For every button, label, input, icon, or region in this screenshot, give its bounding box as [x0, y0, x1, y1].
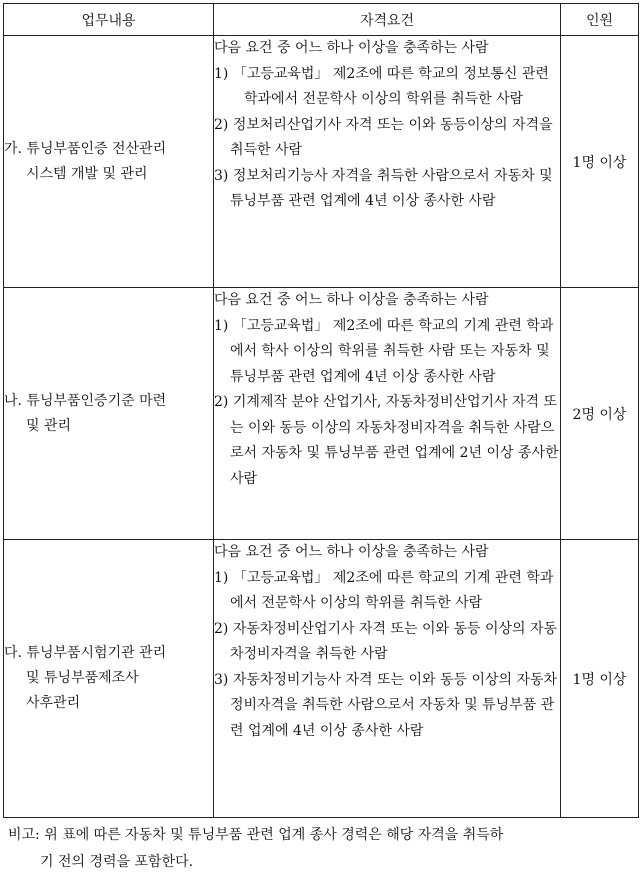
header-requirements: 자격요건	[214, 4, 561, 36]
task-title-continued: 및 관리	[26, 417, 72, 434]
header-count: 인원	[561, 4, 639, 36]
task-title-continued: 사후관리	[26, 695, 81, 711]
headcount-cell: 1명 이상	[561, 36, 639, 288]
requirement-item: 1) 「고등교육법」 제2조에 따른 학교의 기계 관련 학과에서 전문학사 이상의 학위를 취득한 사람	[214, 569, 554, 611]
requirements-intro: 다음 요건 중 어느 하나 이상을 충족하는 사람	[214, 40, 489, 56]
requirements-cell	[214, 540, 561, 818]
requirement-item: 3) 자동차정비기능사 자격 또는 이와 동등 이상의 자동차정비자격을 취득한 사람으로서 자동차 및 튜닝부품 관련 업계에 4년 이상 종사한 사람	[214, 671, 558, 739]
requirements-cell	[214, 288, 561, 540]
table-row	[4, 36, 639, 288]
task-cell	[4, 540, 214, 818]
requirement-item: 3) 정보처리기능사 자격을 취득한 사람으로서 자동차 및 튜닝부품 관련 업계에 4년 이상 종사한 사람	[214, 167, 553, 209]
task-title-continued: 및 튜닝부품제조사	[26, 670, 139, 686]
requirement-item: 2) 정보처리산업기사 자격 또는 이와 동등이상의 자격을 취득한 사람	[214, 116, 553, 158]
requirements-intro: 다음 요건 중 어느 하나 이상을 충족하는 사람	[214, 544, 489, 560]
requirement-item: 1) 「고등교육법」 제2조에 따른 학교의 기계 관련 학과에서 학사 이상의 학위를 취득한 사람 또는 자동차 및 튜닝부품 관련 업계에 4년 이상 종사한 사람	[214, 317, 554, 385]
requirement-item: 1) 「고등교육법」 제2조에 따른 학교의 정보통신 관련 학과에서 전문학사 이상의 학위를 취득한 사람	[214, 65, 549, 107]
task-title: 가. 튜닝부품인증 전산관리	[4, 140, 167, 157]
requirements-cell	[214, 36, 561, 288]
requirements-intro: 다음 요건 중 어느 하나 이상을 충족하는 사람	[214, 292, 489, 308]
headcount-cell: 2명 이상	[561, 288, 639, 540]
requirement-item: 2) 기계제작 분야 산업기사, 자동차정비산업기사 자격 또는 이와 동등 이상의 자동차정비자격을 취득한 사람으로서 자동차 및 튜닝부품 관련 업계에 2년 이상 종사한 사람	[214, 394, 559, 487]
footnote-line: 비고: 위 표에 따른 자동차 및 튜닝부품 관련 업계 종사 경력은 해당 자격을 취득하	[8, 827, 504, 843]
task-title-continued: 시스템 개발 및 관리	[26, 165, 148, 182]
task-cell	[4, 36, 214, 288]
task-cell	[4, 288, 214, 540]
footnote-line: 기 전의 경력을 포함한다.	[40, 854, 194, 870]
headcount-cell: 1명 이상	[561, 540, 639, 818]
task-title: 다. 튜닝부품시험기관 관리	[4, 645, 167, 661]
table-row	[4, 288, 639, 540]
requirement-item: 2) 자동차정비산업기사 자격 또는 이와 동등 이상의 자동차정비자격을 취득한 사람	[214, 620, 558, 662]
qualification-table	[3, 3, 639, 818]
footnote	[8, 822, 633, 876]
table-header-row	[4, 4, 639, 36]
table-row	[4, 540, 639, 818]
task-title: 나. 튜닝부품인증기준 마련	[4, 392, 167, 409]
header-task: 업무내용	[4, 4, 214, 36]
